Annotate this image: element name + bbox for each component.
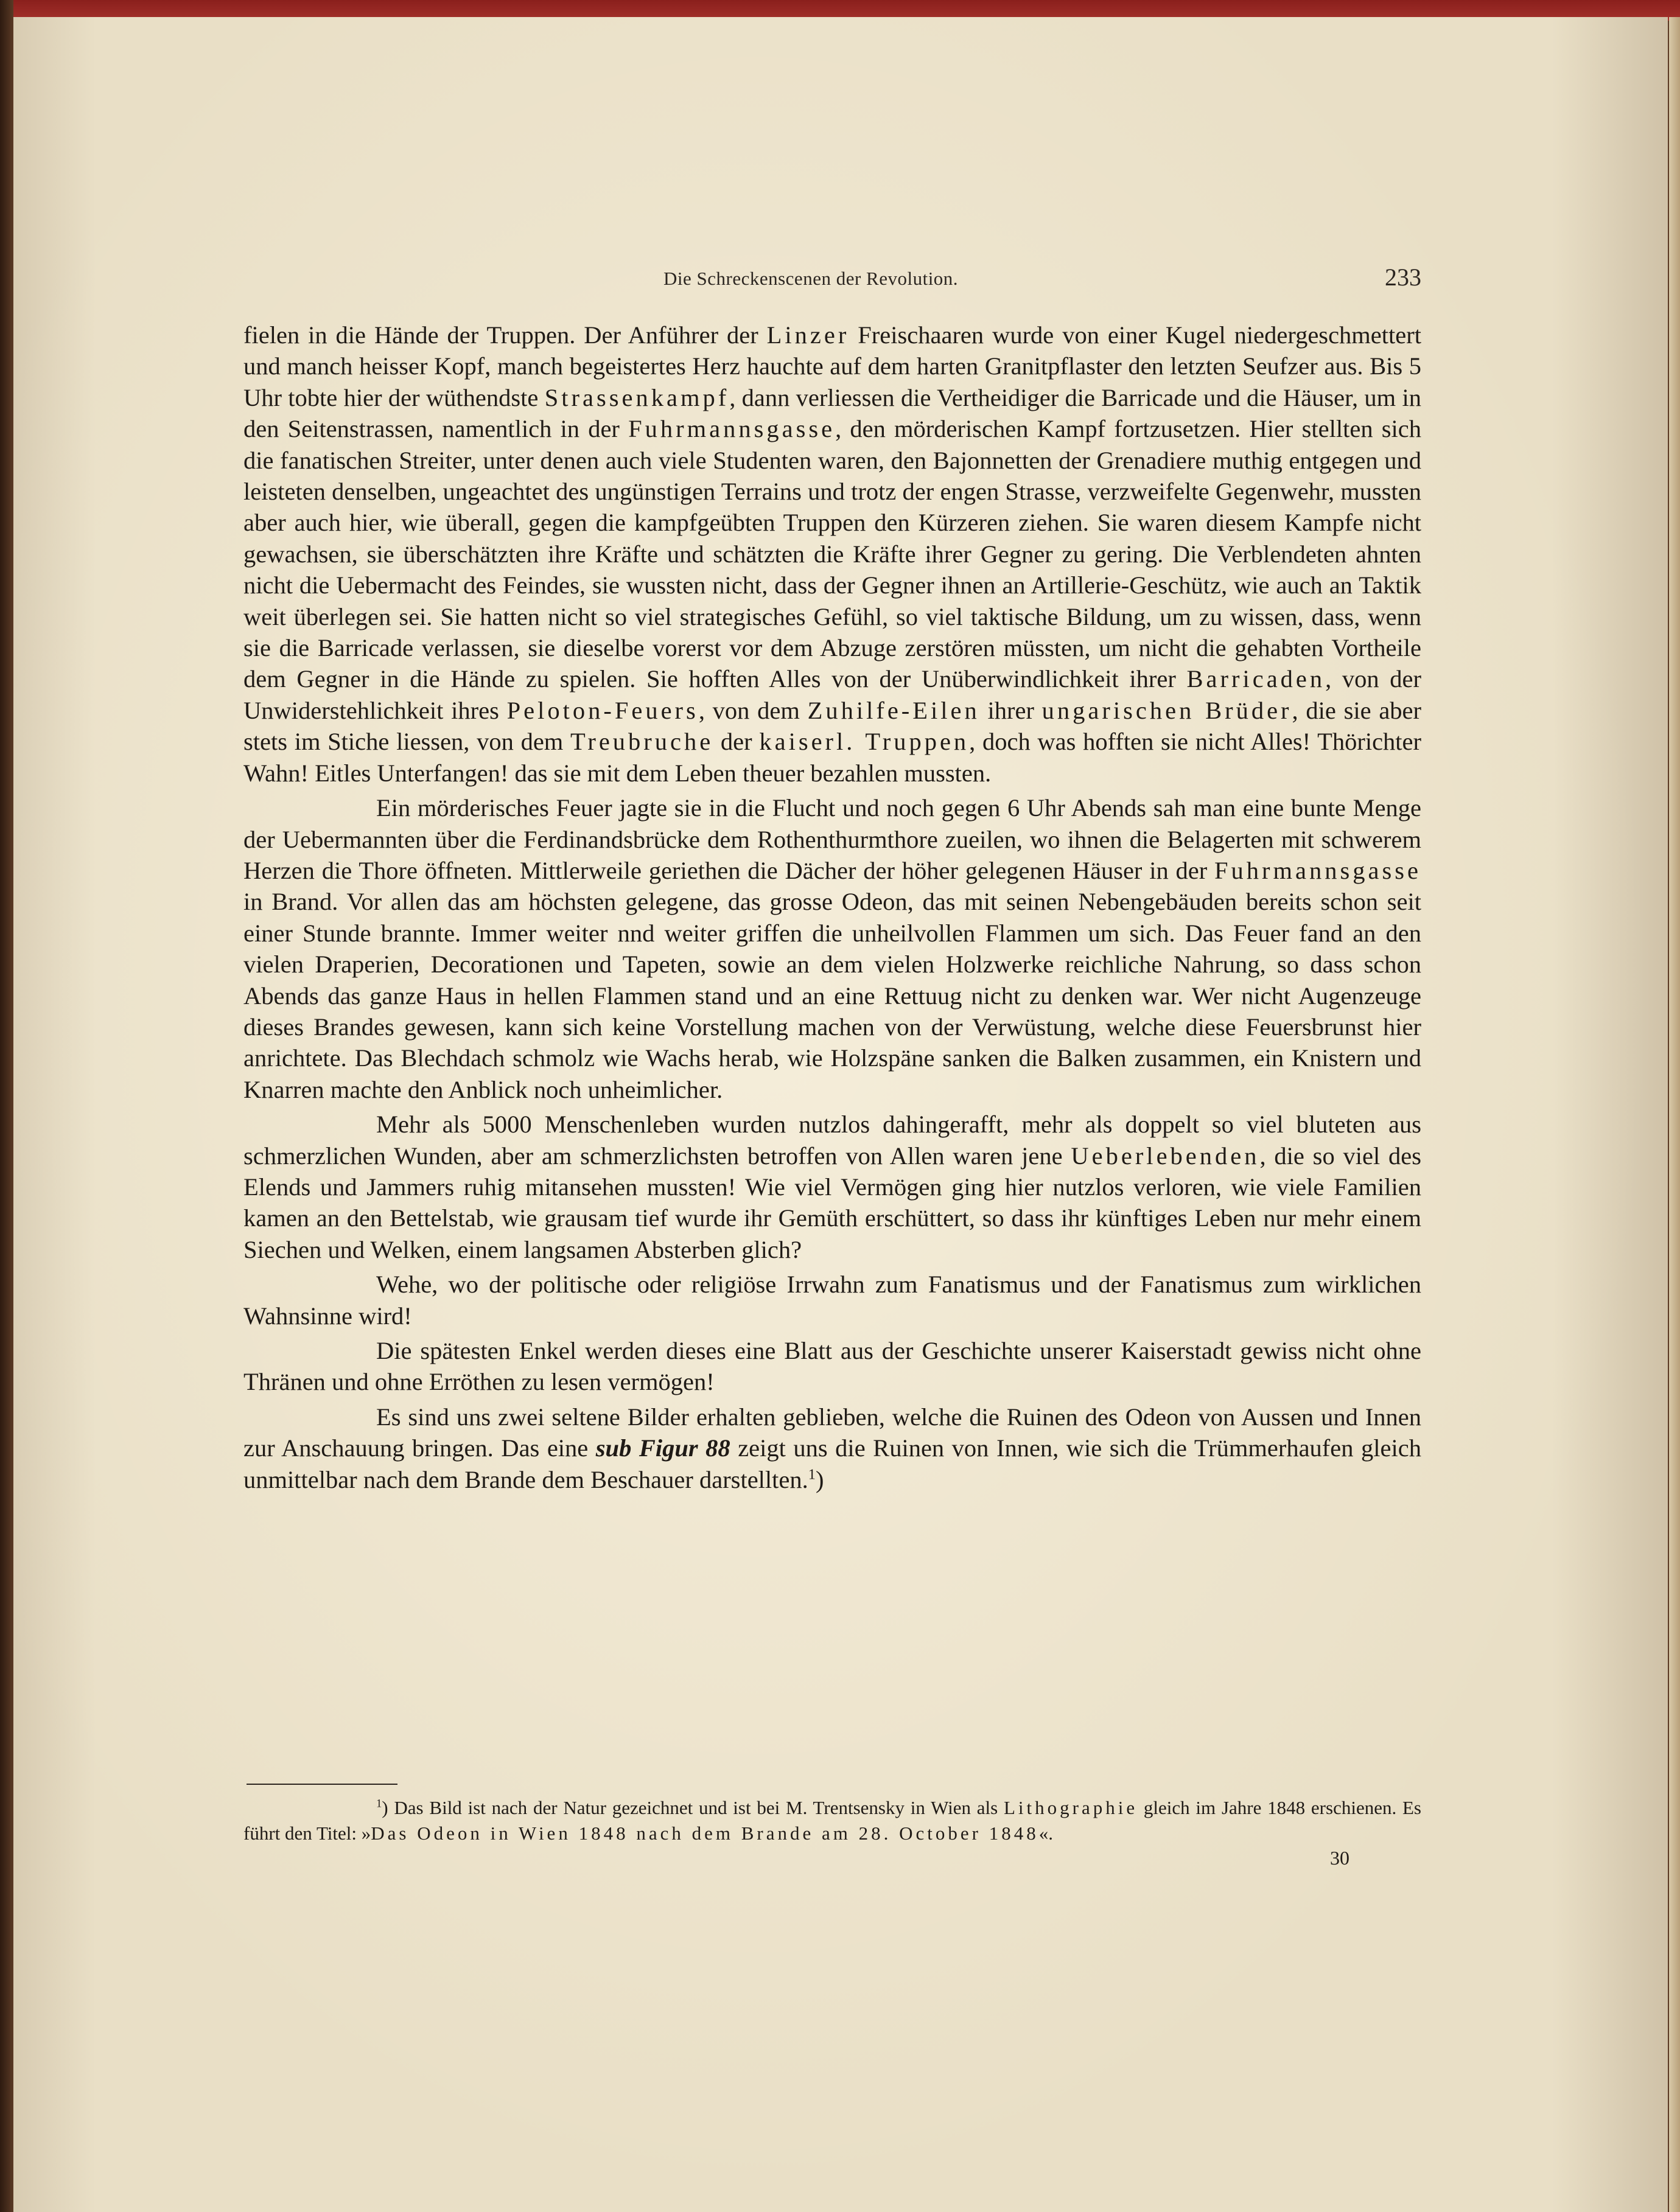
book-spine-shadow xyxy=(0,0,13,2212)
text-run: «. xyxy=(1038,1823,1053,1844)
figure-reference: sub Figur 88 xyxy=(595,1434,730,1462)
text-run: Wehe, wo der politische oder religiöse Irrwahn zum Fanatismus und der Fanatismus zum wirklichen Wahnsinne wird! xyxy=(243,1271,1421,1330)
text-run: Freischaaren wurde von einer Kugel niedergeschmettert und manch heisser Kopf, manch begeistertes Herz hauchte auf dem harten Granitpflaster den letzten Seufzer aus. Bis 5 Uhr tobte hier der wüthendste xyxy=(243,321,1421,411)
text-run: , von dem xyxy=(698,696,808,724)
footnote-marker: 1 xyxy=(808,1466,816,1483)
text-run: fielen in die Hände der Truppen. Der Anführer der xyxy=(243,321,767,349)
text-run: , dann verliessen die Vertheidiger die Barricade und die Häuser, um in den Seitenstrassen, namentlich in der xyxy=(243,383,1422,443)
text-run: der xyxy=(713,728,760,756)
paragraph xyxy=(243,792,1421,1105)
text-run: Es sind uns zwei seltene Bilder erhalten geblieben, welche die Ruinen des Odeon von Aussen und Innen zur Anschauung bringen. Das eine xyxy=(243,1403,1421,1462)
text-run: , doch was hofften sie nicht Alles! Thörichter Wahn! Eitles Unterfangen! das sie mit dem Leben theuer bezahlen mussten. xyxy=(243,728,1422,787)
text-run: , von der Unwiderstehlichkeit ihres xyxy=(243,665,1421,724)
text-run: ihrer xyxy=(979,696,1042,724)
spaced-emphasis: Zuhilfe-Eilen xyxy=(807,696,980,724)
spaced-emphasis: Ueberlebenden xyxy=(1071,1142,1260,1170)
footnote-rule xyxy=(247,1784,397,1785)
body-text xyxy=(243,319,1421,1495)
page-header xyxy=(243,263,1421,304)
text-run: , den mörderischen Kampf fortzusetzen. Hier stellten sich die fanatischen Streiter, unter denen auch viele Studenten waren, den Bajonnetten der Grenadiere muthig entgegen und leisteten denselben, ungeachtet des ungünstigen Terrains und trotz der engen Strasse, verzweifelte Gegenwehr, mussten aber auch hier, wie überall, gegen die kampfgeübten Truppen den Kürzeren ziehen. Sie waren diesem Kampfe nicht gewachsen, sie überschätzten ihre Kräfte und schätzten die Kräfte ihrer Gegner zu gering. Die Verblendeten ahnten nicht die Uebermacht des Feindes, sie wussten nicht, dass der Gegner ihnen an Artillerie-Geschütz, wie auch an Taktik weit überlegen sei. Sie hatten nicht so viel strategisches Gefühl, so viel taktische Bildung, um zu wissen, dass, wenn sie die Barricade verlassen, sie dieselbe vorerst vor dem Abzuge zerstören müssten, um nicht die gehabten Vortheile dem Gegner in die Hände zu spielen. Sie hofften Alles von der Unüberwindlichkeit ihrer xyxy=(243,415,1421,693)
spaced-emphasis: Linzer xyxy=(766,321,850,349)
spaced-emphasis: kaiserl. Truppen xyxy=(759,728,970,756)
text-run: ) Das Bild ist nach der Natur gezeichnet und ist bei M. Trentsensky in Wien als xyxy=(382,1797,1004,1818)
text-run: ) xyxy=(815,1465,824,1493)
footnote-marker: 1 xyxy=(376,1797,382,1810)
text-run: zeigt uns die Ruinen von Innen, wie sich die Trümmerhaufen gleich unmittelbar nach dem Brande dem Beschauer darstellten. xyxy=(243,1434,1421,1493)
paragraph xyxy=(243,319,1421,789)
paragraph xyxy=(243,1269,1421,1331)
spaced-emphasis: Barricaden xyxy=(1186,665,1326,693)
paragraph xyxy=(243,1109,1421,1265)
spaced-emphasis: Peloton-Feuers xyxy=(506,696,699,724)
text-run: Ein mörderisches Feuer jagte sie in die Flucht und noch gegen 6 Uhr Abends sah man eine bunte Menge der Uebermannten über die Ferdinandsbrücke dem Rothenthurmthore zueilen, wo ihnen die Belagerten mit schwerem Herzen die Thore öffneten. Mittlerweile geriethen die Dächer der höher gelegenen Häuser in der xyxy=(243,794,1421,884)
spaced-emphasis: Das Odeon in Wien 1848 nach dem Brande am 28. October 1848 xyxy=(371,1823,1039,1844)
page-number: 233 xyxy=(1385,263,1421,291)
text-run: Die spätesten Enkel werden dieses eine Blatt aus der Geschichte unserer Kaiserstadt gewiss nicht ohne Thränen und ohne Erröthen zu lesen vermögen! xyxy=(243,1337,1421,1396)
text-run: Mehr als 5000 Menschenleben wurden nutzlos dahingerafft, mehr als doppelt so viel bluteten aus schmerzlichen Wunden, aber am schmerzlichsten betroffen von Allen waren jene xyxy=(243,1111,1421,1170)
spaced-emphasis: Fuhrmannsgasse xyxy=(628,415,836,443)
page-fore-edge xyxy=(1669,17,1680,2212)
paragraph xyxy=(243,1335,1421,1398)
text-run: , die so viel des Elends und Jammers ruhig mitansehen mussten! Wie viel Vermögen ging hier nutzlos verloren, wie viele Familien kamen an den Bettelstab, wie grausam tief wurde ihr Gemüth erschüttert, so dass ihr künftiges Leben nur mehr einem Siechen und Welken, einem langsamen Absterben glich? xyxy=(243,1142,1421,1263)
spaced-emphasis: Strassenkampf xyxy=(544,383,730,411)
text-run: , die sie aber stets im Stiche liessen, von dem xyxy=(243,696,1422,756)
text-run: in Brand. Vor allen das am höchsten gelegene, das grosse Odeon, das mit seinen Nebengebäuden bereits schon seit einer Stunde brannte. Immer weiter nnd weiter griffen die unheilvollen Flammen um sich. Das Feuer fand an den vielen Draperien, Decorationen und Tapeten, sowie an dem vielen Holzwerke reichliche Nahrung, so dass schon Abends das ganze Haus in hellen Flammen stand und an eine Rettuug nicht zu denken war. Wer nicht Augenzeuge dieses Brandes gewesen, kann sich keine Vorstellung machen von der Verwüstung, welche diese Feuersbrunst hier anrichtete. Das Blechdach schmolz wie Wachs herab, wie Holzspäne sanken die Balken zusammen, ein Knistern und Knarren machte den Anblick noch unheimlicher. xyxy=(243,888,1421,1103)
paragraph xyxy=(243,1401,1421,1495)
printer-signature: 30 xyxy=(1330,1847,1349,1869)
running-title: Die Schreckenscenen der Revolution. xyxy=(663,268,959,289)
spaced-emphasis: Fuhrmannsgasse xyxy=(1214,856,1421,884)
spaced-emphasis: Lithographie xyxy=(1004,1797,1138,1818)
spaced-emphasis: Treubruche xyxy=(570,728,714,756)
spaced-emphasis: ungarischen Brüder xyxy=(1041,696,1292,724)
text-run: gleich im Jahre 1848 erschienen. Es führt den Titel: » xyxy=(243,1797,1421,1844)
footnote xyxy=(243,1795,1421,1846)
